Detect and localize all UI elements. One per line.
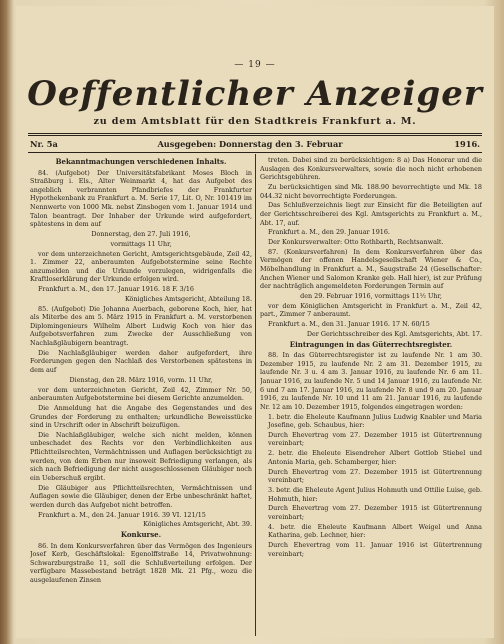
paragraph: Durch Ehevertrag vom 27. Dezember 1915 ist Gütertrennung vereinbart;	[268, 467, 482, 485]
paragraph: 88. In das Güterrechtsregister ist zu laufende Nr. 1 am 30. Dezember 1915, zu laufende Nr. 2 am 31. Dezember 1915, zu laufende Nr. 3 u. 4 am 3. Januar 1916, zu laufende Nr. 6 am 11. Januar 1916, zu laufende Nr. 5 und 14 Januar 1916, zu laufende Nr. 6 und 7 am 17. Januar 1916, zu laufende Nr. 8 und 9 am 20. Januar 1916, zu laufende Nr. 10 und 11 am 21. Januar 1916, zu laufende Nr. 12 am 10. Dezember 1915, folgendes eingetragen worden:	[260, 351, 482, 411]
masthead-subtitle: zu dem Amtsblatt für den Stadtkreis Frankfurt a. M.	[93, 116, 417, 127]
section-heading: Eintragungen in das Güterrechtsregister.	[289, 339, 453, 349]
paragraph: Der Konkursverwalter: Otto Rothbarth, Rechtsanwalt.	[268, 238, 444, 247]
paragraph: Frankfurt a. M., den 24. Januar 1916. 39 VI. 121/15	[38, 510, 206, 519]
left-column	[30, 156, 252, 636]
paragraph: Durch Ehevertrag vom 27. Dezember 1915 ist Gütertrennung vereinbart;	[268, 504, 482, 521]
paragraph: vor dem unterzeichneten Gericht, Amtsgerichtsgebäude, Zeil 42, 1. Zimmer 22, anberaumten Aufgebotstermine seine Rechte anzumelden und die Urkunde vorzulegen, widrigenfalls die Kraftloserklärung der Urkunde erfolgen wird.	[30, 249, 252, 284]
issue-number: Nr. 5a	[30, 139, 58, 149]
paragraph: Frankfurt a. M., den 17. Januar 1916. 18 F. 3/16	[38, 285, 194, 294]
right-column	[260, 156, 482, 636]
paragraph: Die Anmeldung hat die Angabe des Gegenstandes und des Grundes der Forderung zu enthalten; urkundliche Beweisstücke sind in Urschrift oder in Abschrift beizufügen.	[30, 403, 252, 430]
paragraph: den 29. Februar 1916, vormittags 11½ Uhr,	[300, 292, 442, 301]
paragraph: 3. betr. die Eheleute Agent Julius Hohmuth und Ottilie Luise, geb. Hohmuth, hier:	[268, 486, 482, 503]
issue-year: 1916.	[454, 139, 480, 149]
issue-date: Ausgegeben: Donnerstag den 3. Februar	[157, 139, 343, 149]
column-divider	[255, 154, 256, 636]
paragraph: Durch Ehevertrag vom 27. Dezember 1915 ist Gütertrennung vereinbart;	[268, 430, 482, 448]
section-heading: Bekanntmachungen verschiedenen Inhalts.	[55, 157, 227, 166]
paragraph: 85. (Aufgebot) Die Johanna Auerbach, geborene Koch, hier, hat als Miterbe des am 5. März 1915 in Frankfurt a. M. verstorbenen Diplomingenieurs Wilhelm Albert Ludwig Koch von hier das Aufgebotsverfahren zum Zwecke der Ausschließung von Nachlaßgläubigern beantragt.	[30, 304, 252, 347]
paragraph: 86. In dem Konkursverfahren über das Vermögen des Ingenieurs Josef Kerb, Geschäftslokal: Egenolffstraße 14, Privatwohnung: Schwarzburgstraße 11, soll die Schlußverteilung erfolgen. Der verfügbare Massebestand beträgt 1828 Mk. 21 Pfg., wozu die ausgelaufenen Zinsen	[30, 541, 252, 584]
section-heading: Konkurse.	[120, 529, 162, 539]
paragraph: Zu berücksichtigen sind Mk. 188.90 bevorrechtigte und Mk. 18 044.32 nicht bevorrechtigte Forderungen.	[260, 182, 482, 200]
paragraph: Dienstag, den 28. März 1916, vorm. 11 Uhr,	[69, 375, 213, 384]
paragraph: Frankfurt a. M., den 29. Januar 1916.	[268, 228, 390, 237]
paragraph: Donnerstag, den 27. Juli 1916,	[91, 229, 191, 238]
paragraph: Der Gerichtsschreiber des Kgl. Amtsgerichts, Abt. 17.	[306, 329, 482, 338]
newspaper-page	[16, 6, 494, 638]
masthead-title: Oeffentlicher Anzeiger	[27, 74, 483, 114]
paragraph: 87. (Konkursverfahren) In dem Konkursverfahren über das Vermögen der offenen Handelsgesellschaft Wiener & Co., Möbelhandlung in Frankfurt a. M., Saugstraße 24 (Gesellschafter: Anchen Wiener und Salomon Kranke geb. Hall hier), ist zur Prüfung der nachträglich angemeldeten Forderungen Termin auf	[260, 247, 482, 291]
paragraph: vormittags 11 Uhr,	[110, 239, 172, 248]
paragraph: treten. Dabei sind zu berücksichtigen: 8 a) Das Honorar und die Auslagen des Konkursverwalters, sowie die noch nicht erhobenen Gerichtsgebühren.	[260, 156, 482, 182]
top-rule-thin	[28, 135, 482, 136]
paragraph: Die Nachlaßgläubiger, welche sich nicht melden, können unbeschadet des Rechts vor den Verbindlichkeiten aus Pflichtteilsrechten, Vermächtnissen und Auflagen berücksichtigt zu werden, von dem Erben nur insoweit Befriedigung verlangen, als sich nach Befriedigung der nicht ausgeschlossenen Gläubiger noch ein Ueberschuß ergibt.	[30, 430, 252, 482]
page-number: — 19 —	[234, 60, 276, 70]
paragraph: Königliches Amtsgericht, Abt. 39.	[143, 520, 252, 529]
paragraph: 4. betr. die Eheleute Kaufmann Albert Weigel und Anna Katharina, geb. Lechner, hier:	[268, 522, 482, 540]
paragraph: Die Gläubiger aus Pflichtteilsrechten, Vermächtnissen und Auflagen sowie die Gläubiger, denen der Erbe unbeschränkt haftet, werden durch das Aufgebot nicht betroffen.	[30, 483, 252, 509]
paragraph: 84. (Aufgebot) Der Universitätsfabrikant Moses Bloch in Straßburg i. Els., Alter Weinmarkt 4, hat das Aufgebot des angeblich verbrannten Pfandbriefes der Frankfurter Hypothekenbank zu Frankfurt a. M. Serie 17, Lit. O, Nr. 101419 im Nennwerte von 1000 Mk. nebst Zinsbogen vom 1. Januar 1914 und Talon beantragt. Der Inhaber der Urkunde wird aufgefordert, spätestens in dem auf	[30, 168, 252, 229]
paragraph: Durch Ehevertrag vom 11. Januar 1916 ist Gütertrennung vereinbart;	[268, 541, 482, 558]
paragraph: 2. betr. die Eheleute Eisendreher Albert Gottlob Stiebel und Antonia Maria, geb. Schamberger, hier:	[268, 449, 482, 466]
paragraph: Königliches Amtsgericht, Abteilung 18.	[124, 294, 252, 303]
top-rule	[28, 133, 482, 134]
paragraph: vor dem unterzeichneten Gericht, Zeil 42, Zimmer Nr. 50, anberaumten Aufgebotstermine bei diesem Gerichte anzumelden.	[30, 385, 252, 403]
paragraph: Das Schlußverzeichnis liegt zur Einsicht für die Beteiligten auf der Gerichtsschreiberei des Kgl. Amtsgerichts zu Frankfurt a. M., Abt. 17, auf.	[260, 201, 482, 227]
paragraph: Die Nachlaßgläubiger werden daher aufgefordert, ihre Forderungen gegen den Nachlaß des Verstorbenen spätestens in dem auf	[30, 348, 252, 374]
paragraph: Frankfurt a. M., den 31. Januar 1916. 17 N. 60/15	[268, 320, 430, 329]
paragraph: 1. betr. die Eheleute Kaufmann Julius Ludwig Knabler und Maria Josefine, geb. Schaubus, hier:	[268, 412, 482, 430]
issue-rule	[28, 152, 482, 153]
paragraph: vor dem Königlichen Amtsgericht in Frankfurt a. M., Zeil 42, part., Zimmer 7 anberaumt.	[260, 301, 482, 319]
